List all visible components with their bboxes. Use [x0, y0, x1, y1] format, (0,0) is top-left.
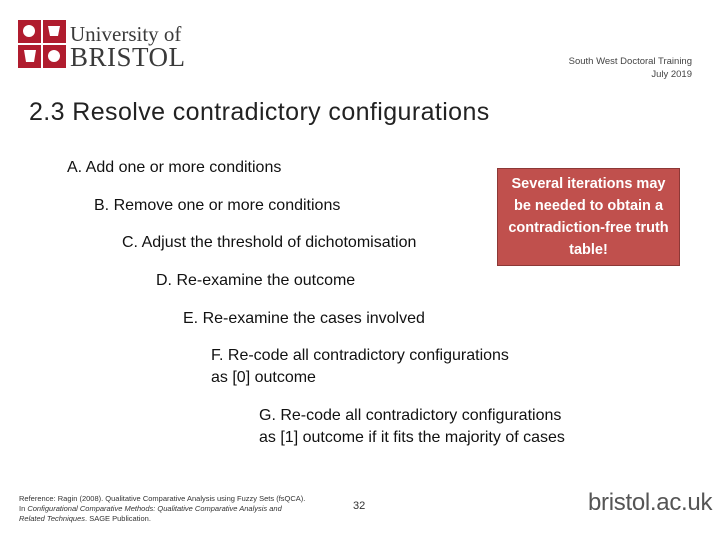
list-item-text: G. Re-code all contradictory configurations [259, 407, 562, 424]
list-item-text: C. Adjust the threshold of dichotomisation [122, 234, 417, 251]
list-item-e [183, 308, 425, 330]
list-item-text: D. Re-examine the outcome [156, 272, 356, 289]
university-crest-icon [18, 20, 66, 68]
list-item-text-continued: as [1] outcome if it fits the majority of cases [259, 429, 565, 446]
list-item-text: E. Re-examine the cases involved [183, 310, 425, 327]
list-item-d [156, 270, 355, 292]
callout-box [497, 168, 680, 266]
list-item-text-continued: as [0] outcome [211, 369, 316, 386]
reference-text: Reference: Ragin (2008). Qualitative Comparative Analysis using Fuzzy Sets (fsQCA). In [19, 494, 306, 513]
site-url: bristol.ac.uk [588, 489, 713, 516]
header-date: July 2019 [651, 69, 692, 80]
slide-title: 2.3 Resolve contradictory configurations [29, 98, 490, 126]
list-item-b [94, 195, 340, 217]
list-item-a [67, 157, 281, 179]
list-item-text: B. Remove one or more conditions [94, 197, 341, 214]
reference-publisher: . SAGE Publication. [85, 514, 151, 523]
logo-text-top: University of [70, 22, 182, 46]
list-item-g [259, 405, 565, 449]
list-item-c [122, 232, 416, 254]
logo-text-bottom: BRISTOL [70, 42, 186, 72]
list-item-text: A. Add one or more conditions [67, 159, 282, 176]
reference-note [19, 494, 309, 524]
list-item-text: F. Re-code all contradictory configurations [211, 347, 509, 364]
org-name: South West Doctoral Training [568, 56, 692, 67]
list-item-f [211, 345, 509, 389]
reference-book-title: Configurational Comparative Methods: Qualitative Comparative Analysis and Related Techniques [19, 504, 282, 523]
page-number: 32 [353, 500, 366, 512]
callout-text: Several iterations may be needed to obtain a contradiction-free truth table! [508, 176, 669, 258]
header-org-info [569, 55, 692, 81]
university-logo [18, 20, 186, 72]
